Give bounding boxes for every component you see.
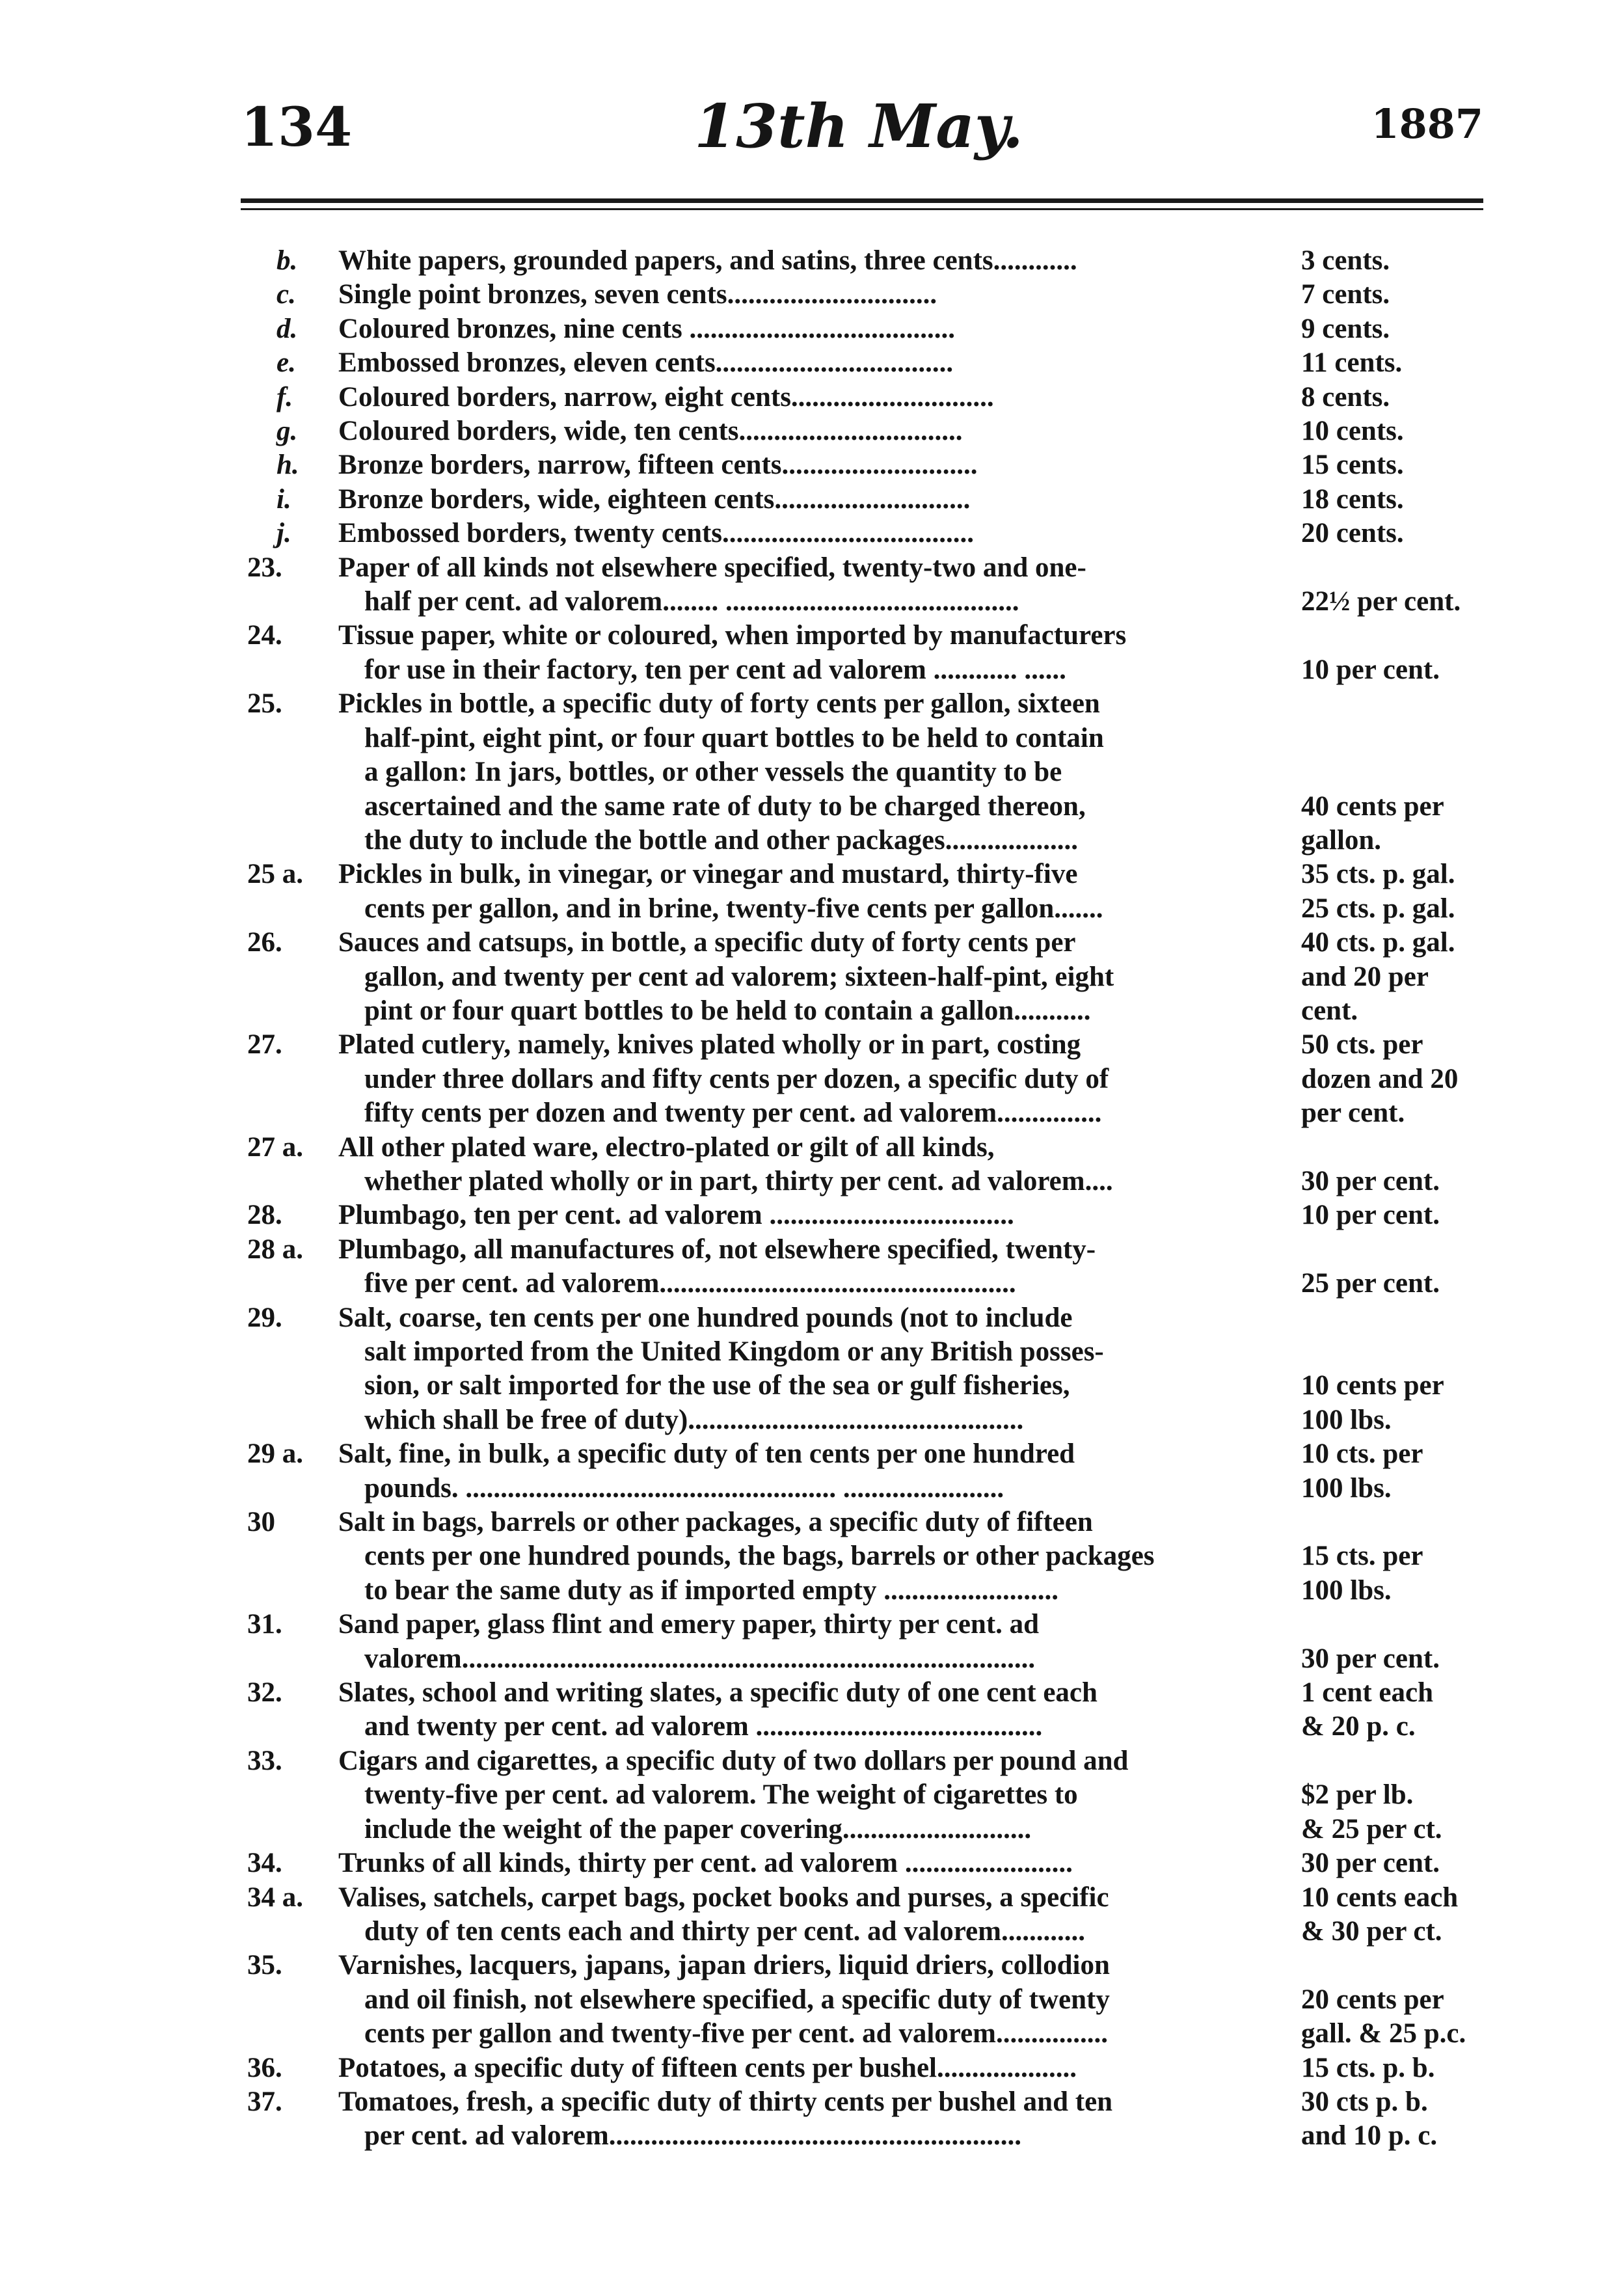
description-line: for use in their factory, ten per cent ad valorem ............ ...... bbox=[364, 654, 1066, 685]
description-line: Salt, fine, in bulk, a specific duty of ten cents per one hundred bbox=[338, 1438, 1075, 1470]
description-line: pounds. ..................................................... ....................... bbox=[364, 1472, 1004, 1504]
rate-line: 30 per cent. bbox=[1301, 1643, 1440, 1674]
description-line: Sauces and catsups, in bottle, a specific duty of forty cents per bbox=[338, 927, 1076, 958]
item-number: 33. bbox=[247, 1745, 282, 1776]
item-number: 25 a. bbox=[247, 859, 303, 890]
item-description bbox=[338, 2085, 1295, 2154]
description-line: Plumbago, all manufactures of, not elsewhere specified, twenty- bbox=[338, 1234, 1096, 1265]
rate-line: 10 cents each bbox=[1301, 1882, 1459, 1913]
rate-line: 22½ per cent. bbox=[1301, 586, 1461, 617]
description-line: Coloured borders, narrow, eight cents............................. bbox=[338, 381, 994, 412]
item-description bbox=[338, 619, 1295, 687]
item-description bbox=[338, 926, 1295, 1028]
description-line: valorem.................................................................................. bbox=[364, 1643, 1036, 1674]
item-number: 30 bbox=[247, 1507, 275, 1538]
item-description bbox=[338, 278, 1295, 312]
item-number: h. bbox=[276, 450, 299, 481]
duty-rate bbox=[1301, 1198, 1490, 1232]
duty-rate bbox=[1301, 1846, 1490, 1880]
tariff-item bbox=[247, 483, 1490, 517]
description-line: Pickles in bottle, a specific duty of forty cents per gallon, sixteen bbox=[338, 688, 1100, 720]
rate-line: 11 cents. bbox=[1301, 347, 1403, 379]
rate-line: & 20 p. c. bbox=[1301, 1711, 1416, 1742]
tariff-item bbox=[247, 1198, 1490, 1232]
description-line: Coloured bronzes, nine cents ...................................... bbox=[338, 313, 956, 344]
description-line: Tomatoes, fresh, a specific duty of thirty cents per bushel and ten bbox=[338, 2086, 1113, 2117]
duty-rate bbox=[1301, 1369, 1490, 1437]
rate-line: 15 cts. p. b. bbox=[1301, 2052, 1435, 2083]
rate-line: 10 per cent. bbox=[1301, 654, 1440, 685]
item-number: 27 a. bbox=[247, 1131, 303, 1163]
tariff-item bbox=[247, 1131, 1490, 1199]
item-number: 23. bbox=[247, 552, 282, 583]
page-header bbox=[234, 91, 1483, 169]
item-description bbox=[338, 858, 1295, 926]
item-number: i. bbox=[276, 483, 291, 515]
duty-rate bbox=[1301, 1778, 1490, 1846]
duty-rate bbox=[1301, 1983, 1490, 2051]
description-line: and oil finish, not elsewhere specified, a specific duty of twenty bbox=[364, 1984, 1110, 2015]
item-number: 34 a. bbox=[247, 1882, 303, 1913]
description-line: gallon, and twenty per cent ad valorem; sixteen-half-pint, eight bbox=[364, 961, 1114, 992]
tariff-item bbox=[247, 1301, 1490, 1438]
description-line: ascertained and the same rate of duty to be charged thereon, bbox=[364, 790, 1086, 822]
description-line: Plated cutlery, namely, knives plated wholly or in part, costing bbox=[338, 1029, 1081, 1060]
duty-rate bbox=[1301, 312, 1490, 346]
duty-rate bbox=[1301, 346, 1490, 380]
rate-line: 15 cts. per bbox=[1301, 1541, 1423, 1572]
rate-line: 10 cts. per bbox=[1301, 1438, 1423, 1470]
description-line: five per cent. ad valorem................................................... bbox=[364, 1268, 1016, 1299]
tariff-list bbox=[247, 244, 1490, 2154]
description-line: which shall be free of duty)................................................ bbox=[364, 1404, 1024, 1435]
description-line: Pickles in bulk, in vinegar, or vinegar and mustard, thirty-five bbox=[338, 859, 1078, 890]
description-line: Potatoes, a specific duty of fifteen cents per bushel.................... bbox=[338, 2052, 1077, 2083]
item-number: 29 a. bbox=[247, 1438, 303, 1470]
page-title: 13th May. bbox=[694, 91, 1023, 161]
rate-line: 100 lbs. bbox=[1301, 1574, 1392, 1606]
item-number: 32. bbox=[247, 1677, 282, 1708]
tariff-item bbox=[247, 1608, 1490, 1676]
description-line: Sand paper, glass flint and emery paper, thirty per cent. ad bbox=[338, 1609, 1040, 1640]
item-description bbox=[338, 346, 1295, 380]
duty-rate bbox=[1301, 926, 1490, 1028]
description-line: and twenty per cent. ad valorem ......................................... bbox=[364, 1711, 1043, 1742]
rate-line: 35 cts. p. gal. bbox=[1301, 859, 1455, 890]
description-line: cents per gallon, and in brine, twenty-five cents per gallon....... bbox=[364, 893, 1103, 924]
header-rule-thin bbox=[241, 208, 1483, 210]
item-description bbox=[338, 1131, 1295, 1199]
description-line: Trunks of all kinds, thirty per cent. ad valorem ........................ bbox=[338, 1848, 1073, 1879]
item-description bbox=[338, 1506, 1295, 1608]
tariff-item bbox=[247, 1949, 1490, 2051]
description-line: duty of ten cents each and thirty per cent. ad valorem............ bbox=[364, 1915, 1085, 1947]
description-line: half-pint, eight pint, or four quart bottles to be held to contain bbox=[364, 722, 1104, 753]
item-description bbox=[338, 483, 1295, 517]
description-line: Slates, school and writing slates, a specific duty of one cent each bbox=[338, 1677, 1098, 1708]
rate-line: 3 cents. bbox=[1301, 245, 1390, 276]
description-line: All other plated ware, electro-plated or gilt of all kinds, bbox=[338, 1131, 995, 1163]
description-line: whether plated wholly or in part, thirty per cent. ad valorem.... bbox=[364, 1165, 1113, 1196]
description-line: under three dollars and fifty cents per dozen, a specific duty of bbox=[364, 1063, 1109, 1094]
rate-line: 9 cents. bbox=[1301, 313, 1390, 344]
item-number: 35. bbox=[247, 1950, 282, 1981]
rate-line: 10 cents per bbox=[1301, 1370, 1444, 1401]
duty-rate bbox=[1301, 2085, 1490, 2154]
rate-line: 10 per cent. bbox=[1301, 1200, 1440, 1231]
item-description bbox=[338, 2051, 1295, 2085]
duty-rate bbox=[1301, 517, 1490, 550]
item-number: j. bbox=[276, 518, 291, 549]
rate-line: 100 lbs. bbox=[1301, 1404, 1392, 1435]
duty-rate bbox=[1301, 1028, 1490, 1130]
tariff-item bbox=[247, 414, 1490, 448]
rate-line: & 30 per ct. bbox=[1301, 1915, 1442, 1947]
duty-rate bbox=[1301, 414, 1490, 448]
description-line: Embossed bronzes, eleven cents.................................. bbox=[338, 347, 954, 379]
description-line: cents per one hundred pounds, the bags, barrels or other packages bbox=[364, 1541, 1155, 1572]
rate-line: 7 cents. bbox=[1301, 279, 1390, 310]
item-number: 37. bbox=[247, 2086, 282, 2117]
duty-rate bbox=[1301, 448, 1490, 482]
tariff-item bbox=[247, 1233, 1490, 1301]
tariff-item bbox=[247, 1028, 1490, 1130]
duty-rate bbox=[1301, 1437, 1490, 1506]
item-description bbox=[338, 448, 1295, 482]
item-number: 27. bbox=[247, 1029, 282, 1060]
item-description bbox=[338, 312, 1295, 346]
item-number: b. bbox=[276, 245, 298, 276]
tariff-item bbox=[247, 278, 1490, 312]
rate-line: 30 cts p. b. bbox=[1301, 2086, 1428, 2117]
tariff-item bbox=[247, 346, 1490, 380]
item-description bbox=[338, 1301, 1295, 1438]
duty-rate bbox=[1301, 2051, 1490, 2085]
rate-line: dozen and 20 bbox=[1301, 1063, 1459, 1094]
item-number: 29. bbox=[247, 1302, 282, 1333]
description-line: Tissue paper, white or coloured, when imported by manufacturers bbox=[338, 620, 1127, 651]
rate-line: per cent. bbox=[1301, 1098, 1405, 1129]
tariff-item bbox=[247, 687, 1490, 858]
item-description bbox=[338, 1437, 1295, 1506]
duty-rate bbox=[1301, 790, 1490, 858]
rate-line: 20 cents per bbox=[1301, 1984, 1444, 2015]
duty-rate bbox=[1301, 1267, 1490, 1301]
description-line: Paper of all kinds not elsewhere specified, twenty-two and one- bbox=[338, 552, 1086, 583]
rate-line: 30 per cent. bbox=[1301, 1848, 1440, 1879]
rate-line: 40 cents per bbox=[1301, 790, 1444, 822]
tariff-item bbox=[247, 926, 1490, 1028]
item-number: c. bbox=[276, 279, 296, 310]
item-description bbox=[338, 1676, 1295, 1744]
tariff-item bbox=[247, 1744, 1490, 1846]
rate-line: & 25 per ct. bbox=[1301, 1813, 1442, 1844]
description-line: a gallon: In jars, bottles, or other vessels the quantity to be bbox=[364, 757, 1062, 788]
rate-line: cent. bbox=[1301, 995, 1358, 1026]
item-description bbox=[338, 1198, 1295, 1232]
description-line: Single point bronzes, seven cents.............................. bbox=[338, 279, 937, 310]
item-description bbox=[338, 517, 1295, 550]
item-description bbox=[338, 1744, 1295, 1846]
item-description bbox=[338, 414, 1295, 448]
description-line: Embossed borders, twenty cents.................................... bbox=[338, 518, 975, 549]
rate-line: gall. & 25 p.c. bbox=[1301, 2018, 1466, 2049]
item-number: e. bbox=[276, 347, 296, 379]
description-line: salt imported from the United Kingdom or any British posses- bbox=[364, 1336, 1104, 1367]
item-number: d. bbox=[276, 313, 298, 344]
item-number: 26. bbox=[247, 927, 282, 958]
item-description bbox=[338, 244, 1295, 278]
item-description bbox=[338, 381, 1295, 414]
item-number: 36. bbox=[247, 2052, 282, 2083]
item-number: 28. bbox=[247, 1200, 282, 1231]
page-number: 134 bbox=[241, 96, 353, 159]
tariff-item bbox=[247, 517, 1490, 550]
rate-line: 100 lbs. bbox=[1301, 1472, 1392, 1504]
item-description bbox=[338, 1881, 1295, 1949]
duty-rate bbox=[1301, 244, 1490, 278]
description-line: Valises, satchels, carpet bags, pocket books and purses, a specific bbox=[338, 1882, 1109, 1913]
description-line: Cigars and cigarettes, a specific duty of two dollars per pound and bbox=[338, 1745, 1129, 1776]
description-line: the duty to include the bottle and other packages................... bbox=[364, 824, 1078, 856]
rate-line: 25 per cent. bbox=[1301, 1268, 1440, 1299]
description-line: to bear the same duty as if imported empty ......................... bbox=[364, 1574, 1058, 1606]
duty-rate bbox=[1301, 1676, 1490, 1744]
description-line: twenty-five per cent. ad valorem. The weight of cigarettes to bbox=[364, 1779, 1078, 1811]
duty-rate bbox=[1301, 653, 1490, 687]
duty-rate bbox=[1301, 858, 1490, 926]
description-line: cents per gallon and twenty-five per cent. ad valorem................ bbox=[364, 2018, 1108, 2049]
item-number: 25. bbox=[247, 688, 282, 720]
item-description bbox=[338, 551, 1295, 619]
description-line: pint or four quart bottles to be held to contain a gallon........... bbox=[364, 995, 1091, 1026]
duty-rate bbox=[1301, 1642, 1490, 1676]
item-number: 31. bbox=[247, 1609, 282, 1640]
item-description bbox=[338, 1233, 1295, 1301]
item-number: f. bbox=[276, 381, 293, 412]
item-description bbox=[338, 1608, 1295, 1676]
item-description bbox=[338, 1949, 1295, 2051]
tariff-item bbox=[247, 619, 1490, 687]
tariff-item bbox=[247, 1846, 1490, 1880]
rate-line: gallon. bbox=[1301, 824, 1382, 856]
tariff-item bbox=[247, 2051, 1490, 2085]
description-line: sion, or salt imported for the use of the sea or gulf fisheries, bbox=[364, 1370, 1070, 1401]
description-line: Coloured borders, wide, ten cents................................ bbox=[338, 416, 963, 447]
tariff-item bbox=[247, 2085, 1490, 2154]
description-line: Salt, coarse, ten cents per one hundred pounds (not to include bbox=[338, 1302, 1073, 1333]
rate-line: 18 cents. bbox=[1301, 483, 1404, 515]
tariff-item bbox=[247, 381, 1490, 414]
description-line: per cent. ad valorem........................................................... bbox=[364, 2120, 1022, 2152]
duty-rate bbox=[1301, 483, 1490, 517]
item-description bbox=[338, 1028, 1295, 1130]
duty-rate bbox=[1301, 1165, 1490, 1198]
tariff-item bbox=[247, 858, 1490, 926]
rate-line: 30 per cent. bbox=[1301, 1165, 1440, 1196]
rate-line: 10 cents. bbox=[1301, 416, 1404, 447]
rate-line: 50 cts. per bbox=[1301, 1029, 1423, 1060]
description-line: White papers, grounded papers, and satins, three cents............ bbox=[338, 245, 1077, 276]
description-line: half per cent. ad valorem........ .......................................... bbox=[364, 586, 1019, 617]
description-line: Varnishes, lacquers, japans, japan driers, liquid driers, collodion bbox=[338, 1950, 1110, 1981]
tariff-item bbox=[247, 1506, 1490, 1608]
rate-line: 1 cent each bbox=[1301, 1677, 1433, 1708]
description-line: Salt in bags, barrels or other packages, a specific duty of fifteen bbox=[338, 1507, 1093, 1538]
description-line: Plumbago, ten per cent. ad valorem ................................... bbox=[338, 1200, 1014, 1231]
description-line: Bronze borders, narrow, fifteen cents............................ bbox=[338, 450, 978, 481]
rate-line: 15 cents. bbox=[1301, 450, 1404, 481]
rate-line: and 20 per bbox=[1301, 961, 1429, 992]
duty-rate bbox=[1301, 278, 1490, 312]
duty-rate bbox=[1301, 585, 1490, 619]
tariff-item bbox=[247, 1437, 1490, 1506]
tariff-item bbox=[247, 244, 1490, 278]
rate-line: 20 cents. bbox=[1301, 518, 1404, 549]
rate-line: 40 cts. p. gal. bbox=[1301, 927, 1455, 958]
duty-rate bbox=[1301, 1881, 1490, 1949]
page-year: 1887 bbox=[1371, 100, 1483, 148]
tariff-item bbox=[247, 1676, 1490, 1744]
duty-rate bbox=[1301, 381, 1490, 414]
item-description bbox=[338, 687, 1295, 858]
rate-line: $2 per lb. bbox=[1301, 1779, 1414, 1811]
description-line: fifty cents per dozen and twenty per cent. ad valorem............... bbox=[364, 1098, 1102, 1129]
description-line: Bronze borders, wide, eighteen cents............................ bbox=[338, 483, 971, 515]
item-number: 34. bbox=[247, 1848, 282, 1879]
header-rule-thick bbox=[241, 198, 1483, 203]
tariff-item bbox=[247, 448, 1490, 482]
rate-line: and 10 p. c. bbox=[1301, 2120, 1438, 2152]
tariff-item bbox=[247, 312, 1490, 346]
item-number: g. bbox=[276, 416, 298, 447]
item-description bbox=[338, 1846, 1295, 1880]
rate-line: 25 cts. p. gal. bbox=[1301, 893, 1455, 924]
tariff-item bbox=[247, 551, 1490, 619]
duty-rate bbox=[1301, 1539, 1490, 1608]
item-number: 28 a. bbox=[247, 1234, 303, 1265]
description-line: include the weight of the paper covering........................... bbox=[364, 1813, 1032, 1844]
item-number: 24. bbox=[247, 620, 282, 651]
rate-line: 8 cents. bbox=[1301, 381, 1390, 412]
tariff-item bbox=[247, 1881, 1490, 1949]
